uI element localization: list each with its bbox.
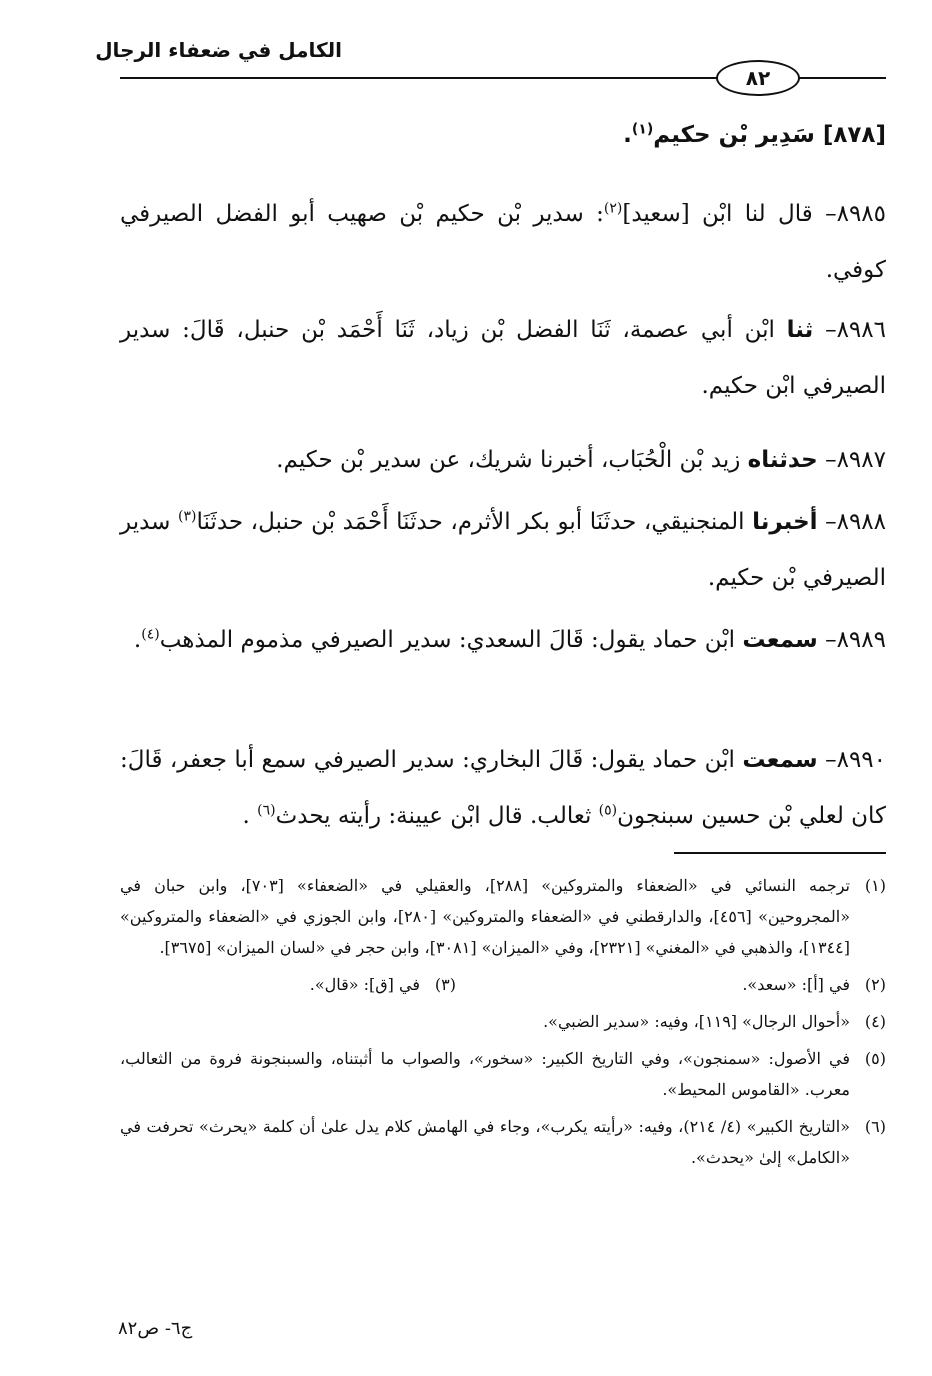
footnote-number: (٣): [434, 975, 456, 994]
footnote-number: (٦): [864, 1117, 886, 1136]
footnote-text: «التاريخ الكبير» (٤/ ٢١٤)، وفيه: «رأيته يكرب»، وجاء في الهامش كلام يدل علىٰ أن كلمة «يحرث» تحرفت في «الكامل» إلىٰ «يحدث».: [120, 1117, 850, 1167]
footnotes: [120, 870, 886, 1179]
footnote-2: [456, 969, 886, 1000]
narration-number: ٨٩٨٩–: [825, 627, 886, 653]
footnote-text: ترجمه النسائي في «الضعفاء والمتروكين» [٢٨٨]، والعقيلي في «الضعفاء» [٧٠٣]، وابن حبان في «المجروحين» [٤٥٦]، والدارقطني في «الضعفاء والمتروكين» [٢٨٠]، وابن الجوزي في «الضعفاء والمتروكين» [١٣٤٤]، والذهبي في «المغني» [٢٣٢١]، وفي «الميزان» [٣٠٨١]، وابن حجر في «لسان الميزان» [٣٦٧٥].: [120, 876, 851, 957]
page-number-oval: [716, 60, 800, 96]
footnote-marker: (٤): [141, 626, 160, 643]
narration-text: قال لنا ابْن [سعيد]: [622, 201, 813, 227]
footnote-1: [120, 870, 886, 963]
narration-8989: [120, 612, 886, 668]
narration-8987: [120, 432, 886, 488]
narration-text: .: [133, 627, 142, 653]
running-header-title: الكامل في ضعفاء الرجال: [95, 38, 342, 62]
narration-text: .: [242, 803, 250, 829]
footnote-number: (٤): [864, 1012, 886, 1031]
footnote-text: «أحوال الرجال» [١١٩]، وفيه: «سدير الضبي».: [543, 1012, 850, 1031]
entry-heading: [623, 122, 886, 148]
narration-keyword: ثنا: [786, 317, 814, 343]
footnote-marker: (١): [631, 121, 654, 138]
narration-keyword: سمعت: [742, 627, 818, 653]
narration-text: ثعالب. قال ابْن عيينة: رأيته يحدث: [275, 803, 592, 829]
entry-end: .: [623, 122, 632, 148]
narration-number: ٨٩٨٧–: [825, 447, 886, 473]
narration-number: ٨٩٩٠–: [825, 747, 887, 773]
narration-keyword: أخبرنا: [752, 509, 818, 535]
narration-text: زيد بْن الْحُبَاب، أخبرنا شريك، عن سدير بْن حكيم.: [276, 447, 741, 473]
footnote-6: [120, 1111, 886, 1173]
narration-number: ٨٩٨٨–: [825, 509, 887, 535]
narration-number: ٨٩٨٦–: [825, 317, 886, 343]
footnote-marker: (٦): [257, 802, 276, 819]
footnote-separator: [674, 852, 886, 854]
narration-8990: [120, 732, 886, 844]
narration-keyword: سمعت: [742, 747, 818, 773]
narration-text: : سدير بْن حكيم بْن صهيب أبو الفضل الصيرفي كوفي.: [120, 201, 886, 283]
footnote-number: (١): [864, 876, 886, 895]
footnote-3: [310, 969, 456, 1000]
footnote-number: (٥): [864, 1049, 886, 1068]
narration-text: ابْن حماد يقول: قَالَ السعدي: سدير الصيرفي مذموم المذهب: [159, 627, 736, 653]
narration-text: المنجنيقي، حدثَنَا أبو بكر الأثرم، حدثَنَا أَحْمَد بْن حنبل، حدثَنَا: [196, 509, 745, 535]
footnote-text: في الأصول: «سمنجون»، وفي التاريخ الكبير: «سخور»، والصواب ما أثبتناه، والسبنجونة فروة من الثعالب، معرب. «القاموس المحيط».: [120, 1049, 850, 1099]
narration-8986: [120, 302, 886, 414]
narration-8988: [120, 494, 886, 606]
footnote-4: [120, 1006, 886, 1037]
footnote-text: في [ق]: «قال».: [309, 975, 420, 994]
footnote-marker: (٣): [178, 508, 197, 525]
footnote-number: (٢): [864, 975, 886, 994]
narration-8985: [120, 186, 886, 298]
footnote-row-2-3: [120, 969, 886, 1000]
page-number: ٨٢: [745, 66, 771, 90]
entry-name: سَدِير بْن حكيم: [653, 122, 815, 148]
footnote-text: في [أ]: «سعد».: [742, 975, 850, 994]
narration-text: ابْن أبي عصمة، ثَنَا الفضل بْن زياد، ثَنَا أَحْمَد بْن حنبل، قَالَ: سدير الصيرفي ابْن حكيم.: [120, 317, 886, 399]
narration-text: سدير الصيرفي بْن حكيم.: [120, 509, 886, 591]
footnote-marker: (٢): [603, 200, 623, 217]
volume-page-reference: ج٦- ص٨٢: [118, 1318, 193, 1339]
narration-number: ٨٩٨٥–: [825, 201, 887, 227]
narration-keyword: حدثناه: [747, 447, 818, 473]
footnote-marker: (٥): [598, 802, 618, 819]
footnote-5: [120, 1043, 886, 1105]
narration-text: ابْن حماد يقول: قَالَ البخاري: سدير الصيرفي سمع أبا جعفر، قَالَ: كان لعلي بْن حسين سبنجون: [120, 747, 886, 829]
entry-number: [٨٧٨]: [822, 122, 886, 148]
